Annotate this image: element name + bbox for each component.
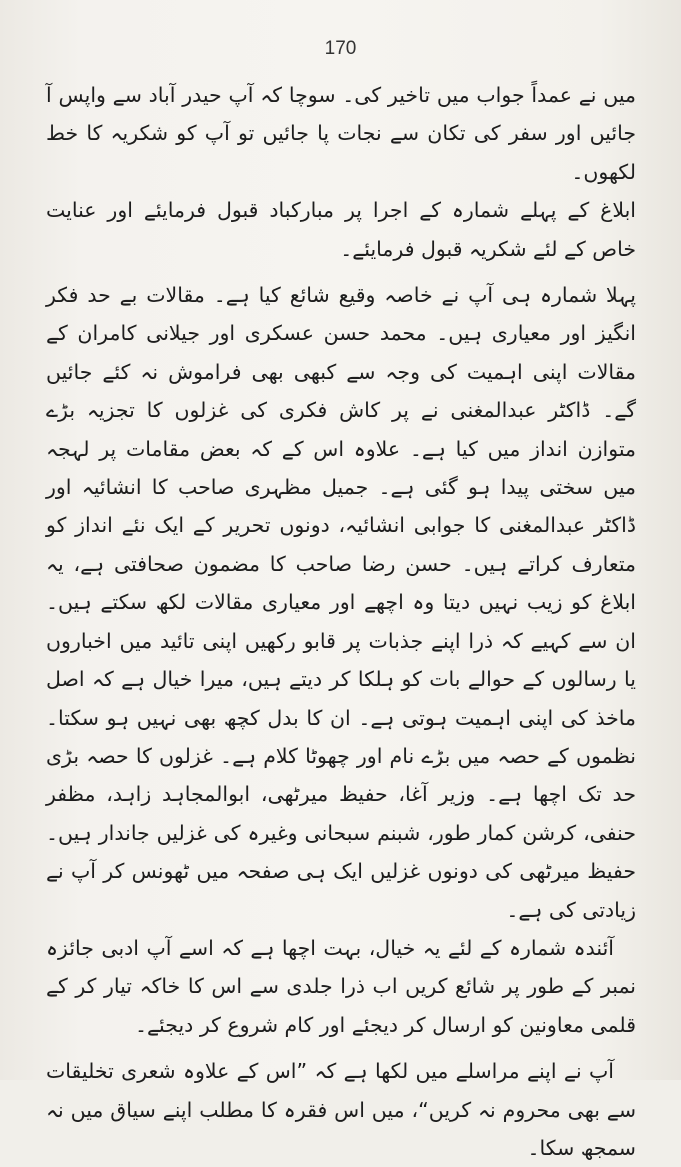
- paragraph-review-of-issue: پہلا شمارہ ہی آپ نے خاصہ وقیع شائع کیا ہے۔ مقالات بے حد فکر انگیز اور معیاری ہیں۔ محمد حسن عسکری اور جیلانی کامران کے مقالات اپنی اہمیت کی وجہ سے کبھی بھی فراموش نہ کئے جائیں گے۔ ڈاکٹر عبدالمغنی نے پر کاش فکری کی غزلوں کا تجزیہ بڑے متوازن انداز میں کیا ہے۔ علاوہ اس کے کہ بعض مقامات پر لہجہ میں سختی پیدا ہو گئی ہے۔ جمیل مظہری صاحب کا انشائیہ اور ڈاکٹر عبدالمغنی کا جوابی انشائیہ، دونوں تحریر کے ایک نئے انداز کو متعارف کراتے ہیں۔ حسن رضا صاحب کا مضمون صحافتی ہے، یہ ابلاغ کو زیب نہیں دیتا وہ اچھے اور معیاری مقالات لکھ سکتے ہیں۔ ان سے کہیے کہ ذرا اپنے جذبات پر قابو رکھیں اپنی تائید میں اخباروں یا رسالوں کے حوالے بات کو ہلکا کر دیتے ہیں، میرا خیال ہے کہ اصل ماخذ کی اپنی اہمیت ہوتی ہے۔ ان کا بدل کچھ بھی نہیں ہو سکتا۔ نظموں کے حصہ میں بڑے نام اور چھوٹا کلام ہے۔ غزلوں کا حصہ بڑی حد تک اچھا ہے۔ وزیر آغا، حفیظ میرٹھی، ابوالمجاہد زاہد، مظفر حنفی، کرشن کمار طور، شبنم سبحانی وغیرہ کی غزلیں جاندار ہیں۔ حفیظ میرٹھی کی دونوں غزلیں ایک ہی صفحہ میں ٹھونس کر آپ نے زیادتی کی ہے۔: [46, 283, 636, 922]
- paragraph-next-issue: آئندہ شمارہ کے لئے یہ خیال، بہت اچھا ہے کہ اسے آپ ادبی جائزہ نمبر کے طور پر شائع کریں اب ذرا جلدی سے اس کا خاکہ تیار کر کے قلمی معاونین کو ارسال کر دیجئے اور کام شروع کر دیجئے۔: [46, 935, 636, 1037]
- paragraph-delay-reply: میں نے عمداً جواب میں تاخیر کی۔ سوچا کہ آپ حیدر آباد سے واپس آ جائیں اور سفر کی تکان سے نجات پا جائیں تو آپ کو شکریہ کا خط لکھوں۔: [46, 83, 636, 184]
- page-number: 170: [324, 38, 357, 59]
- letter-body: [46, 76, 636, 1167]
- paragraph-closing-remark: آپ نے اپنے مراسلے میں لکھا ہے کہ ”اس کے علاوہ شعری تخلیقات سے بھی محروم نہ کریں“، میں اس فقرہ کا مطلب اپنے سیاق میں نہ سمجھ سکا۔: [46, 1059, 636, 1160]
- paragraph-congratulations: ابلاغ کے پہلے شمارہ کے اجرا پر مبارکباد قبول فرمایئے اور عنایت خاص کے لئے شکریہ قبول فرمایئے۔: [46, 198, 636, 261]
